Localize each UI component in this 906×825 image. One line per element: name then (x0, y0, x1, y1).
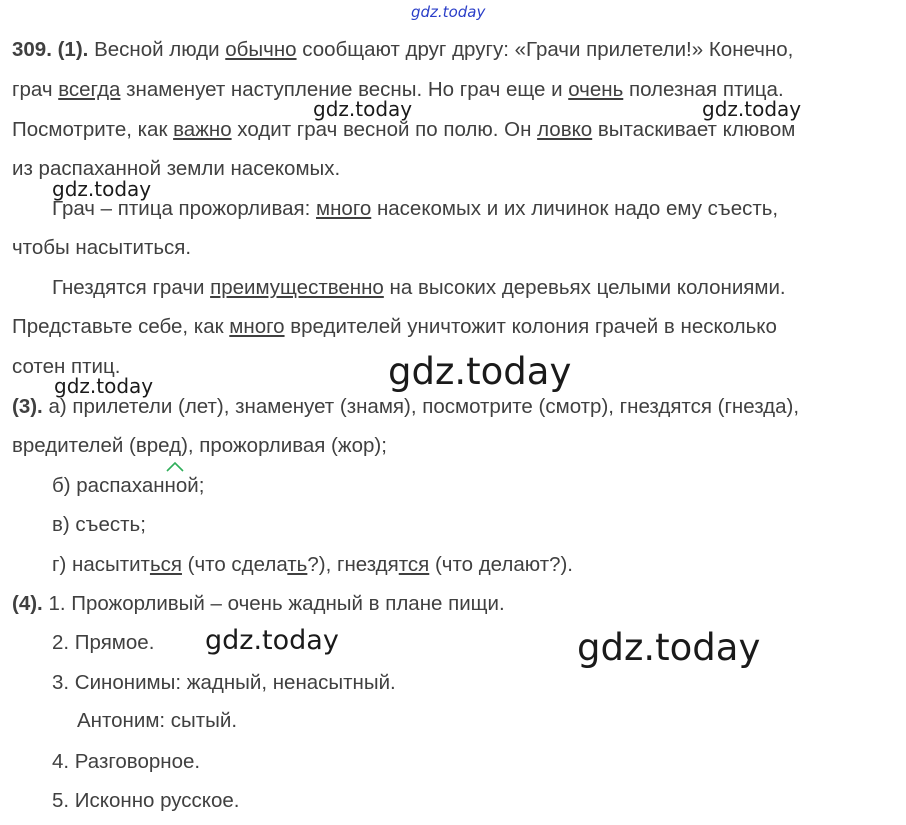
underlined-word: много (229, 315, 285, 338)
part-label: (4). (12, 592, 43, 615)
text-line: вредителей (вред), прожорливая (жор); (12, 434, 387, 457)
underlined-suffix: ть (287, 553, 308, 576)
text-line: б) распаханной; (52, 474, 205, 497)
text-line: (3). а) прилетели (лет), знаменует (знамя), посмотрите (смотр), гнездятся (гнезда), (12, 395, 800, 418)
underlined-word: ловко (537, 118, 593, 141)
watermark-top: gdz.today (411, 3, 486, 21)
list-item: Антоним: сытый. (77, 709, 238, 732)
task-number: 309. (12, 38, 52, 61)
watermark: gdz.today (205, 625, 339, 656)
watermark: gdz.today (577, 626, 761, 669)
list-item: 3. Синонимы: жадный, ненасытный. (52, 671, 396, 694)
text-line: Представьте себе, как много вредителей уничтожит колония грачей в несколько (12, 315, 777, 338)
underlined-word: много (316, 197, 372, 220)
text-line: Грач – птица прожорливая: много насекомых и их личинок надо ему съесть, (52, 197, 779, 220)
underlined-word: очень (568, 78, 624, 101)
watermark: gdz.today (52, 177, 152, 201)
underlined-word: всегда (58, 78, 121, 101)
list-item: 5. Исконно русское. (52, 789, 240, 812)
text-line: из распаханной земли насекомых. (12, 157, 341, 180)
list-item: 2. Прямое. (52, 631, 155, 654)
underlined-suffix: тся (398, 553, 430, 576)
text-line: Посмотрите, как важно ходит грач весной по полю. Он ловко вытаскивает клювом (12, 118, 796, 141)
text-line: в) съесть; (52, 513, 146, 536)
part-label: (1). (57, 38, 89, 61)
text-line: грач всегда знаменует наступление весны. Но грач еще и очень полезная птица. (12, 78, 784, 101)
text-line: 309. (1). Весной люди обычно сообщают друг другу: «Грачи прилетели!» Конечно, (12, 38, 794, 61)
list-item: 4. Разговорное. (52, 750, 201, 773)
watermark: gdz.today (388, 350, 572, 393)
part-label: (3). (12, 395, 43, 418)
underlined-suffix: ься (149, 553, 182, 576)
text-line: г) насытиться (что сделать?), гнездятся (что делают?). (52, 553, 574, 576)
watermark: gdz.today (54, 374, 154, 398)
text-line: сотен птиц. (12, 355, 121, 378)
text-line: Гнездятся грачи преимущественно на высоких деревьях целыми колониями. (52, 276, 786, 299)
root-mark-icon (166, 462, 184, 472)
underlined-word: важно (173, 118, 232, 141)
watermark: gdz.today (313, 97, 413, 121)
text-line: (4). 1. Прожорливый – очень жадный в плане пищи. (12, 592, 505, 615)
text-line: чтобы насытиться. (12, 236, 192, 259)
underlined-word: преимущественно (210, 276, 384, 299)
watermark: gdz.today (702, 97, 802, 121)
underlined-word: обычно (225, 38, 297, 61)
